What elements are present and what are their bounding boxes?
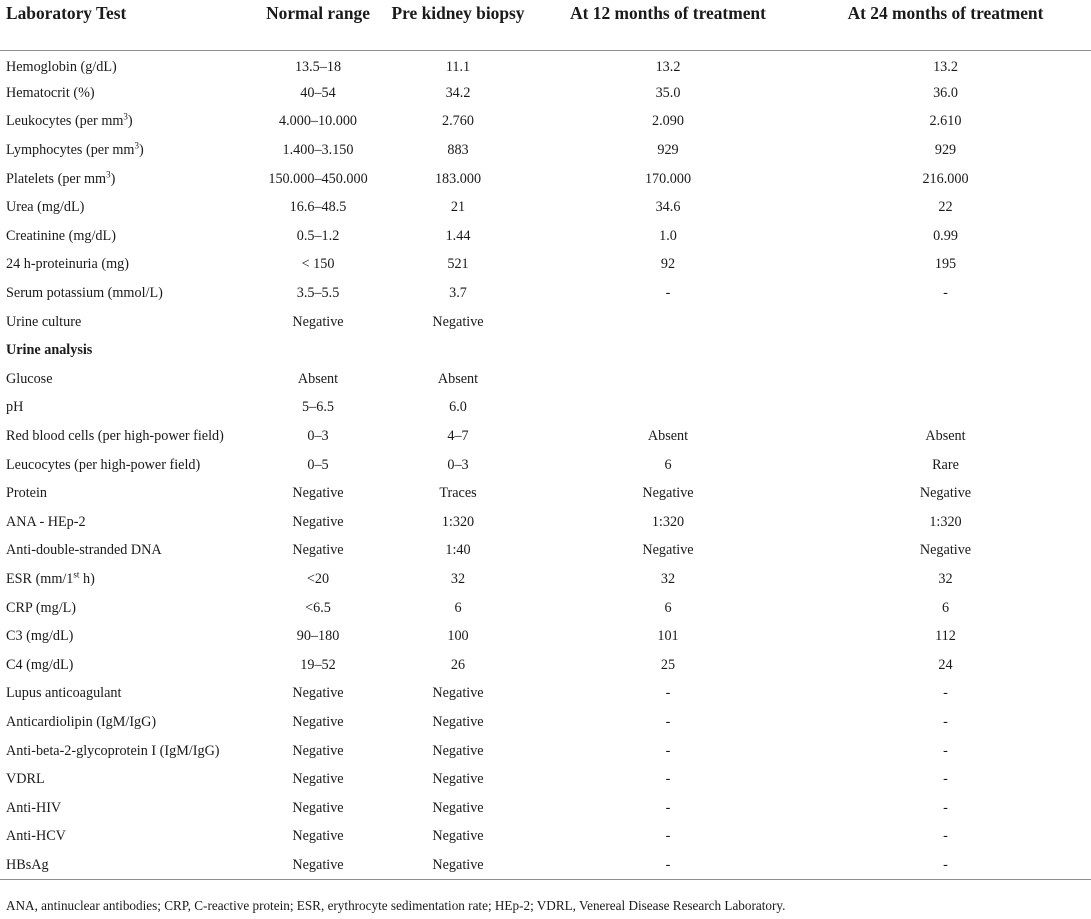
month-12-cell: - <box>665 742 671 759</box>
test-name: HBsAg <box>6 856 49 873</box>
pre-biopsy-cell: Negative <box>432 685 484 702</box>
pre-biopsy-cell <box>376 336 536 365</box>
month-12-cell: 32 <box>660 570 676 587</box>
month-12-cell: - <box>665 799 671 816</box>
test-name: Urine culture <box>6 313 82 330</box>
header-normal-range: Normal range <box>256 0 376 51</box>
test-name: ESR (mm/1 <box>6 570 74 587</box>
pre-biopsy-cell: 34.2 <box>445 84 471 101</box>
normal-range-cell: Negative <box>292 513 344 530</box>
table-row <box>0 79 1091 108</box>
pre-biopsy-cell: 21 <box>450 199 466 216</box>
test-name: Urea (mg/dL) <box>6 199 85 216</box>
table-row <box>0 594 1091 623</box>
normal-range-cell: Negative <box>292 685 344 702</box>
pre-biopsy-cell: 6 <box>454 599 462 616</box>
normal-range-cell: Negative <box>292 542 344 559</box>
test-name: Lupus anticoagulant <box>6 685 122 702</box>
table-row <box>0 537 1091 566</box>
table-row <box>0 222 1091 251</box>
month-12-cell: 6 <box>664 599 672 616</box>
month-12-cell: - <box>536 851 796 880</box>
month-12-cell: 6 <box>664 456 672 473</box>
pre-biopsy-cell: Negative <box>432 771 484 788</box>
normal-range-cell: 150.000–450.000 <box>268 170 368 187</box>
test-name: 24 h-proteinuria (mg) <box>6 256 129 273</box>
month-12-cell: - <box>665 285 671 302</box>
test-name: CRP (mg/L) <box>6 599 77 616</box>
month-12-cell: 13.2 <box>655 58 681 75</box>
pre-biopsy-cell: 0–3 <box>447 456 469 473</box>
table-row <box>0 365 1091 394</box>
table-row <box>0 565 1091 594</box>
pre-biopsy-cell: 3.7 <box>449 285 467 302</box>
table-row <box>0 737 1091 766</box>
unit-suffix: ) <box>138 142 144 159</box>
test-name-cell <box>0 108 256 137</box>
pre-biopsy-cell: 1:320 <box>441 513 475 530</box>
test-name: Creatinine (mg/dL) <box>6 227 116 244</box>
month-24-cell: 24 <box>938 656 953 673</box>
table-row <box>0 422 1091 451</box>
table-row <box>0 279 1091 308</box>
section-label <box>0 336 256 365</box>
month-12-cell: 929 <box>657 142 679 159</box>
unit-superscript: 3 <box>123 111 128 122</box>
normal-range-cell: 19–52 <box>300 656 336 673</box>
month-24-cell: Negative <box>919 485 972 502</box>
normal-range-cell: 0–5 <box>307 456 329 473</box>
table-header <box>0 0 1091 51</box>
month-24-cell: - <box>943 285 948 302</box>
test-name-cell <box>0 479 256 508</box>
month-24-cell: Absent <box>925 428 966 445</box>
normal-range-cell: Absent <box>297 370 339 387</box>
month-24-cell: 22 <box>938 199 953 216</box>
month-24-cell: - <box>943 828 948 845</box>
month-12-cell: Negative <box>642 542 694 559</box>
month-24-cell: - <box>943 685 948 702</box>
month-12-cell: 34.6 <box>655 199 681 216</box>
test-name: Anti-HCV <box>6 828 66 845</box>
normal-range-cell: 4.000–10.000 <box>278 113 358 130</box>
test-name: Anti-beta-2-glycoprotein I (IgM/IgG) <box>6 742 220 759</box>
month-24-cell <box>796 394 1091 423</box>
month-24-cell <box>796 308 1091 337</box>
pre-biopsy-cell: Negative <box>432 313 484 330</box>
test-name-cell <box>0 279 256 308</box>
test-name-cell <box>0 565 256 594</box>
table-footnote: ANA, antinuclear antibodies; CRP, C-reactive protein; ESR, erythrocyte sedimentation rate; HEp-2; VDRL, Venereal Disease Research Laboratory. <box>6 898 786 913</box>
test-name-cell <box>0 708 256 737</box>
normal-range-cell: Negative <box>292 713 344 730</box>
table-row <box>0 680 1091 709</box>
unit-superscript: 3 <box>106 168 111 179</box>
test-name: Red blood cells (per high-power field) <box>6 428 224 445</box>
normal-range-cell: Negative <box>292 771 344 788</box>
month-12-cell: 101 <box>657 628 679 645</box>
month-12-cell: Negative <box>642 485 694 502</box>
month-24-cell: - <box>943 742 948 759</box>
pre-biopsy-cell: 1.44 <box>445 227 471 244</box>
normal-range-cell: <6.5 <box>305 599 331 616</box>
month-12-cell <box>536 394 796 423</box>
month-24-cell: - <box>943 713 948 730</box>
test-name-cell <box>0 451 256 480</box>
pre-biopsy-cell: Traces <box>439 485 477 502</box>
table-row <box>0 336 1091 365</box>
normal-range-cell: 90–180 <box>296 628 340 645</box>
table-row <box>0 108 1091 137</box>
pre-biopsy-cell: Negative <box>432 713 484 730</box>
normal-range-cell: 40–54 <box>300 84 336 101</box>
unit-superscript: st <box>73 569 80 580</box>
table-row <box>0 794 1091 823</box>
test-name: Anticardiolipin (IgM/IgG) <box>6 713 157 730</box>
unit-superscript: 3 <box>134 140 139 151</box>
pre-biopsy-cell: 6.0 <box>449 399 467 416</box>
table-row <box>0 851 1091 880</box>
test-name: Hematocrit (%) <box>6 84 95 101</box>
pre-biopsy-cell: 521 <box>447 256 469 273</box>
normal-range-cell: < 150 <box>301 256 335 273</box>
normal-range-cell: Negative <box>292 828 344 845</box>
month-24-cell: Negative <box>919 542 972 559</box>
table-row <box>0 193 1091 222</box>
test-name-cell <box>0 823 256 852</box>
table-row <box>0 651 1091 680</box>
test-name: Protein <box>6 485 47 502</box>
month-24-cell: 216.000 <box>922 170 969 187</box>
normal-range-cell: <20 <box>306 570 330 587</box>
test-name-cell <box>0 165 256 194</box>
header-row <box>0 0 1091 51</box>
test-name-cell <box>0 594 256 623</box>
month-12-cell <box>536 336 796 365</box>
table-row <box>0 479 1091 508</box>
table-row <box>0 708 1091 737</box>
normal-range-cell: 0.5–1.2 <box>296 227 340 244</box>
test-name: Serum potassium (mmol/L) <box>6 285 163 302</box>
header-laboratory-test: Laboratory Test <box>0 0 256 51</box>
normal-range-cell: Negative <box>292 485 344 502</box>
test-name-cell <box>0 193 256 222</box>
month-12-cell: 25 <box>660 656 676 673</box>
month-12-cell: 1:320 <box>651 513 685 530</box>
normal-range-cell <box>256 336 376 365</box>
test-name: Urine analysis <box>6 342 93 359</box>
month-24-cell: 112 <box>935 628 956 645</box>
table-row <box>0 136 1091 165</box>
pre-biopsy-cell: 100 <box>447 628 469 645</box>
month-12-cell: 170.000 <box>644 170 692 187</box>
table-row <box>0 251 1091 280</box>
test-name: pH <box>6 399 24 416</box>
test-name: Platelets (per mm <box>6 170 107 187</box>
month-24-cell: 929 <box>934 142 957 159</box>
header-12-months: At 12 months of treatment <box>536 0 796 51</box>
pre-biopsy-cell: 26 <box>450 656 466 673</box>
pre-biopsy-cell: Negative <box>432 799 484 816</box>
pre-biopsy-cell: Absent <box>437 370 479 387</box>
month-12-cell: 1.0 <box>659 227 677 244</box>
test-name-cell <box>0 794 256 823</box>
test-name: Hemoglobin (g/dL) <box>6 58 117 75</box>
normal-range-cell: 0–3 <box>307 428 329 445</box>
table-row <box>0 508 1091 537</box>
test-name-cell <box>0 51 256 80</box>
table-row <box>0 451 1091 480</box>
normal-range-cell: 13.5–18 <box>294 58 342 75</box>
month-12-cell: - <box>665 685 671 702</box>
test-name: VDRL <box>6 771 45 788</box>
month-24-cell <box>796 336 1091 365</box>
month-24-cell: 32 <box>938 570 953 587</box>
test-name-cell <box>0 251 256 280</box>
normal-range-cell: Negative <box>292 742 344 759</box>
test-name: Lymphocytes (per mm <box>6 142 135 159</box>
pre-biopsy-cell: 1:40 <box>445 542 471 559</box>
header-pre-kidney-biopsy: Pre kidney biopsy <box>376 0 536 51</box>
normal-range-cell: 3.5–5.5 <box>296 285 340 302</box>
month-12-cell: - <box>665 771 671 788</box>
month-12-cell: - <box>665 828 671 845</box>
test-name-cell <box>0 365 256 394</box>
normal-range-cell: Negative <box>292 313 344 330</box>
test-name-cell <box>0 79 256 108</box>
table-body <box>0 51 1091 880</box>
month-24-cell: - <box>796 851 1091 880</box>
unit-suffix: ) <box>110 170 116 187</box>
test-name: Leukocytes (per mm <box>6 113 124 130</box>
test-name-cell <box>0 651 256 680</box>
pre-biopsy-cell: 32 <box>450 570 466 587</box>
header-24-months: At 24 months of treatment <box>796 0 1091 51</box>
month-12-cell: 35.0 <box>655 84 681 101</box>
month-24-cell: 13.2 <box>933 58 958 75</box>
test-name-cell <box>0 851 256 880</box>
month-24-cell: 36.0 <box>933 84 958 101</box>
test-name: Anti-HIV <box>6 799 62 816</box>
month-24-cell: 2.610 <box>929 113 962 130</box>
pre-biopsy-cell: 11.1 <box>445 58 471 75</box>
month-12-cell: Absent <box>647 428 689 445</box>
test-name-cell <box>0 308 256 337</box>
pre-biopsy-cell: 4–7 <box>447 428 469 445</box>
normal-range-cell: Negative <box>256 851 376 880</box>
test-name-cell <box>0 422 256 451</box>
month-24-cell: Rare <box>932 456 959 473</box>
test-name: C4 (mg/dL) <box>6 656 74 673</box>
normal-range-cell: Negative <box>292 799 344 816</box>
table-row <box>0 165 1091 194</box>
table-row <box>0 765 1091 794</box>
pre-biopsy-cell: 883 <box>447 142 469 159</box>
test-name-cell <box>0 737 256 766</box>
test-name-cell <box>0 222 256 251</box>
normal-range-cell: 1.400–3.150 <box>282 142 354 159</box>
month-24-cell: - <box>943 771 948 788</box>
test-name: Leucocytes (per high-power field) <box>6 456 201 473</box>
month-24-cell: 195 <box>934 256 957 273</box>
pre-biopsy-cell: Negative <box>376 851 536 880</box>
test-name-cell <box>0 136 256 165</box>
month-12-cell: - <box>665 713 671 730</box>
unit-suffix: h) <box>79 570 95 587</box>
test-name-cell <box>0 394 256 423</box>
month-24-cell: 6 <box>941 599 950 616</box>
month-24-cell: - <box>943 799 948 816</box>
pre-biopsy-cell: Negative <box>432 742 484 759</box>
table-row <box>0 51 1091 80</box>
month-12-cell <box>536 308 796 337</box>
month-24-cell: 0.99 <box>933 227 958 244</box>
test-name-cell <box>0 537 256 566</box>
test-name-cell <box>0 508 256 537</box>
test-name: C3 (mg/dL) <box>6 628 74 645</box>
test-name-cell <box>0 765 256 794</box>
test-name: Glucose <box>6 370 53 387</box>
month-12-cell: 2.090 <box>652 113 684 130</box>
pre-biopsy-cell: Negative <box>432 828 484 845</box>
normal-range-cell: 5–6.5 <box>302 399 334 416</box>
table-row <box>0 394 1091 423</box>
month-12-cell: 92 <box>660 256 676 273</box>
test-name: Anti-double-stranded DNA <box>6 542 162 559</box>
pre-biopsy-cell: 183.000 <box>434 170 482 187</box>
table-row <box>0 308 1091 337</box>
pre-biopsy-cell: 2.760 <box>442 113 474 130</box>
unit-suffix: ) <box>127 113 133 130</box>
test-name-cell <box>0 622 256 651</box>
test-name: ANA - HEp-2 <box>6 513 86 530</box>
test-name-cell <box>0 680 256 709</box>
month-12-cell <box>536 365 796 394</box>
month-24-cell: 1:320 <box>929 513 962 530</box>
normal-range-cell: 16.6–48.5 <box>289 199 347 216</box>
month-24-cell <box>796 365 1091 394</box>
table-row <box>0 622 1091 651</box>
table-row <box>0 823 1091 852</box>
